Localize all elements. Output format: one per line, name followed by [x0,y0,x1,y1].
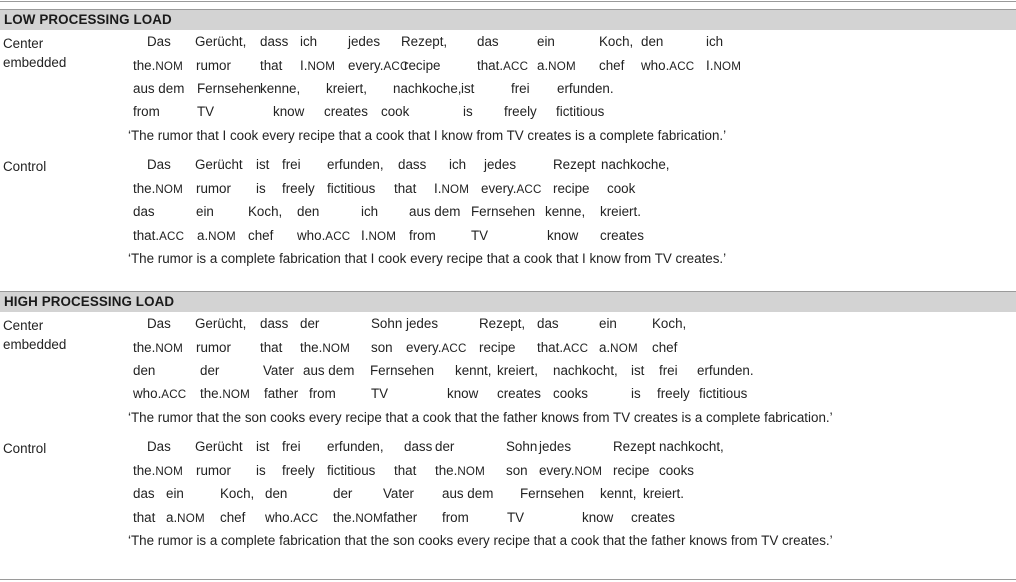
gloss-word: das [537,316,559,331]
gloss-word: ich [361,204,379,219]
gloss-word: recipe [553,181,590,196]
gloss-word: Koch, [248,204,283,219]
gloss-word: aus dem [442,486,494,501]
gloss-word: fictitious [556,104,605,119]
gloss-word: freely [282,463,315,478]
gloss-word: Koch, [599,34,634,49]
gloss-word: ist [256,157,270,172]
gloss-word: das [133,486,155,501]
gloss-word: frei [282,439,301,454]
gloss-word: kreiert, [326,81,367,96]
gloss-word: son [371,340,393,355]
gloss-word: know [447,386,479,401]
gloss-word: den [265,486,288,501]
gloss-word: der [333,486,353,501]
translation: ‘The rumor that the son cooks every recipe that a cook that the father knows from TV creates is a complete fabrication.’ [128,410,833,425]
gloss-word: den [641,34,664,49]
gloss-word: dass [260,34,289,49]
gloss-word: I.NOM [434,181,470,196]
gloss-word: who.ACC [641,58,695,73]
gloss-word: recipe [613,463,650,478]
section-header-high [0,291,1016,312]
gloss-word: fictitious [699,386,748,401]
gloss-word: aus dem [409,204,461,219]
gloss-word: rumor [196,181,231,196]
gloss-word: I.NOM [706,58,742,73]
gloss-word: that [260,58,283,73]
gloss-word: TV [507,510,525,525]
gloss-word: Gerücht [195,439,243,454]
gloss-word: der [435,439,455,454]
gloss-word: that [133,510,156,525]
gloss-word: Rezept [613,439,656,454]
gloss-word: a.NOM [537,58,576,73]
condition-label: Center embedded [3,36,67,70]
gloss-word: kennt, [455,363,492,378]
gloss-word: creates [324,104,368,119]
gloss-word: nachkocht, [553,363,618,378]
gloss-word: creates [600,228,644,243]
gloss-word: nachkoche, [393,81,462,96]
gloss-word: TV [197,104,215,119]
gloss-word: from [133,104,160,119]
gloss-word: that [394,463,417,478]
gloss-word: Sohn [371,316,403,331]
gloss-word: Das [147,34,171,49]
gloss-word: Koch, [220,486,255,501]
gloss-word: ein [166,486,184,501]
gloss-word: who.ACC [265,510,319,525]
gloss-word: I.NOM [361,228,397,243]
gloss-word: that.ACC [537,340,589,355]
gloss-word: Fernsehen [520,486,585,501]
gloss-word: freely [282,181,315,196]
gloss-word: every.ACC [481,181,542,196]
gloss-word: the.NOM [133,463,183,478]
gloss-word: kennt, [600,486,637,501]
gloss-word: jedes [539,439,572,454]
gloss-word: cooks [553,386,588,401]
gloss-word: cooks [659,463,694,478]
gloss-word: is [256,463,266,478]
gloss-word: frei [282,157,301,172]
gloss-word: that [260,340,283,355]
gloss-word: frei [659,363,678,378]
gloss-word: the.NOM [133,340,183,355]
bottom-rule [0,579,1016,580]
gloss-word: rumor [196,340,231,355]
gloss-word: das [133,204,155,219]
gloss-word: Gerücht, [195,34,247,49]
gloss-word: den [133,363,156,378]
gloss-word: that.ACC [477,58,529,73]
gloss-word: recipe [404,58,441,73]
gloss-word: Fernsehen [370,363,435,378]
gloss-word: frei [511,81,530,96]
gloss-word: Koch, [652,316,687,331]
condition-label: Center embedded [3,318,67,352]
gloss-word: ein [196,204,214,219]
gloss-word: ich [706,34,724,49]
gloss-word: I.NOM [300,58,336,73]
gloss-word: den [297,204,320,219]
gloss-word: from [409,228,436,243]
gloss-word: kreiert, [497,363,538,378]
gloss-word: das [477,34,499,49]
section-title: HIGH PROCESSING LOAD [4,294,175,309]
gloss-word: fictitious [327,181,376,196]
gloss-word: ein [537,34,555,49]
gloss-word: ist [461,81,475,96]
gloss-word: father [383,510,418,525]
condition-label: Control [3,159,47,174]
gloss-word: know [547,228,579,243]
gloss-word: Rezept, [479,316,526,331]
gloss-word: who.ACC [297,228,351,243]
gloss-word: dass [260,316,289,331]
gloss-word: kenne, [260,81,301,96]
gloss-word: Sohn [506,439,538,454]
gloss-word: erfunden, [327,157,384,172]
gloss-word: rumor [196,58,231,73]
gloss-word: freely [504,104,537,119]
gloss-word: the.NOM [300,340,350,355]
gloss-word: nachkoche, [601,157,670,172]
gloss-word: the.NOM [333,510,383,525]
translation: ‘The rumor is a complete fabrication that I cook every recipe that a cook that I know from TV creates.’ [128,251,727,266]
gloss-word: kreiert. [600,204,641,219]
translation: ‘The rumor is a complete fabrication that the son cooks every recipe that a cook that the father knows from TV creates.’ [128,533,833,548]
gloss-word: know [273,104,305,119]
top-rule [0,1,1016,2]
gloss-word: ist [256,439,270,454]
gloss-word: creates [497,386,541,401]
translation: ‘The rumor that I cook every recipe that a cook that I know from TV creates is a complete fabrication.’ [128,128,727,143]
gloss-word: Das [147,157,171,172]
gloss-word: is [463,104,473,119]
gloss-word: the.NOM [200,386,250,401]
gloss-word: recipe [479,340,516,355]
gloss-word: Gerücht [195,157,243,172]
gloss-word: creates [631,510,675,525]
gloss-word: cook [381,104,410,119]
gloss-word: Fernsehen [471,204,536,219]
gloss-word: ein [599,316,617,331]
gloss-word: ist [631,363,645,378]
gloss-word: Rezept [553,157,596,172]
gloss-word: fictitious [327,463,376,478]
gloss-word: erfunden. [557,81,614,96]
gloss-word: chef [220,510,246,525]
gloss-word: the.NOM [133,58,183,73]
gloss-word: every.ACC [348,58,409,73]
gloss-word: every.ACC [406,340,467,355]
gloss-word: TV [471,228,489,243]
gloss-word: kenne, [545,204,586,219]
gloss-word: freely [657,386,690,401]
gloss-word: Das [147,316,171,331]
gloss-word: cook [607,181,636,196]
gloss-word: jedes [406,316,439,331]
gloss-word: the.NOM [133,181,183,196]
gloss-word: der [300,316,320,331]
section-header-low [0,9,1016,30]
gloss-word: dass [398,157,427,172]
gloss-word: ich [300,34,318,49]
gloss-word: ich [449,157,467,172]
gloss-word: that.ACC [133,228,185,243]
gloss-word: Vater [263,363,295,378]
gloss-word: father [264,386,299,401]
gloss-word: TV [371,386,389,401]
gloss-word: nachkocht, [659,439,724,454]
gloss-word: Das [147,439,171,454]
gloss-word: a.NOM [166,510,205,525]
gloss-word: jedes [484,157,517,172]
gloss-word: from [442,510,469,525]
gloss-word: son [506,463,528,478]
gloss-word: Gerücht, [195,316,247,331]
gloss-word: chef [248,228,274,243]
gloss-word: Vater [383,486,415,501]
gloss-word: rumor [196,463,231,478]
gloss-word: is [631,386,641,401]
gloss-word: the.NOM [435,463,485,478]
gloss-word: chef [599,58,625,73]
gloss-word: Fernsehen [197,81,262,96]
gloss-word: aus dem [303,363,355,378]
gloss-word: aus dem [133,81,185,96]
gloss-word: that [394,181,417,196]
gloss-word: erfunden, [327,439,384,454]
gloss-word: a.NOM [197,228,236,243]
gloss-word: a.NOM [599,340,638,355]
gloss-word: erfunden. [697,363,754,378]
gloss-word: dass [404,439,433,454]
gloss-word: jedes [348,34,381,49]
gloss-word: from [309,386,336,401]
gloss-word: Rezept, [401,34,448,49]
gloss-word: kreiert. [643,486,684,501]
gloss-word: is [256,181,266,196]
section-title: LOW PROCESSING LOAD [4,12,172,27]
gloss-word: chef [652,340,678,355]
condition-label: Control [3,441,47,456]
gloss-word: der [200,363,220,378]
gloss-word: know [582,510,614,525]
gloss-word: every.NOM [539,463,603,478]
gloss-word: who.ACC [133,386,187,401]
